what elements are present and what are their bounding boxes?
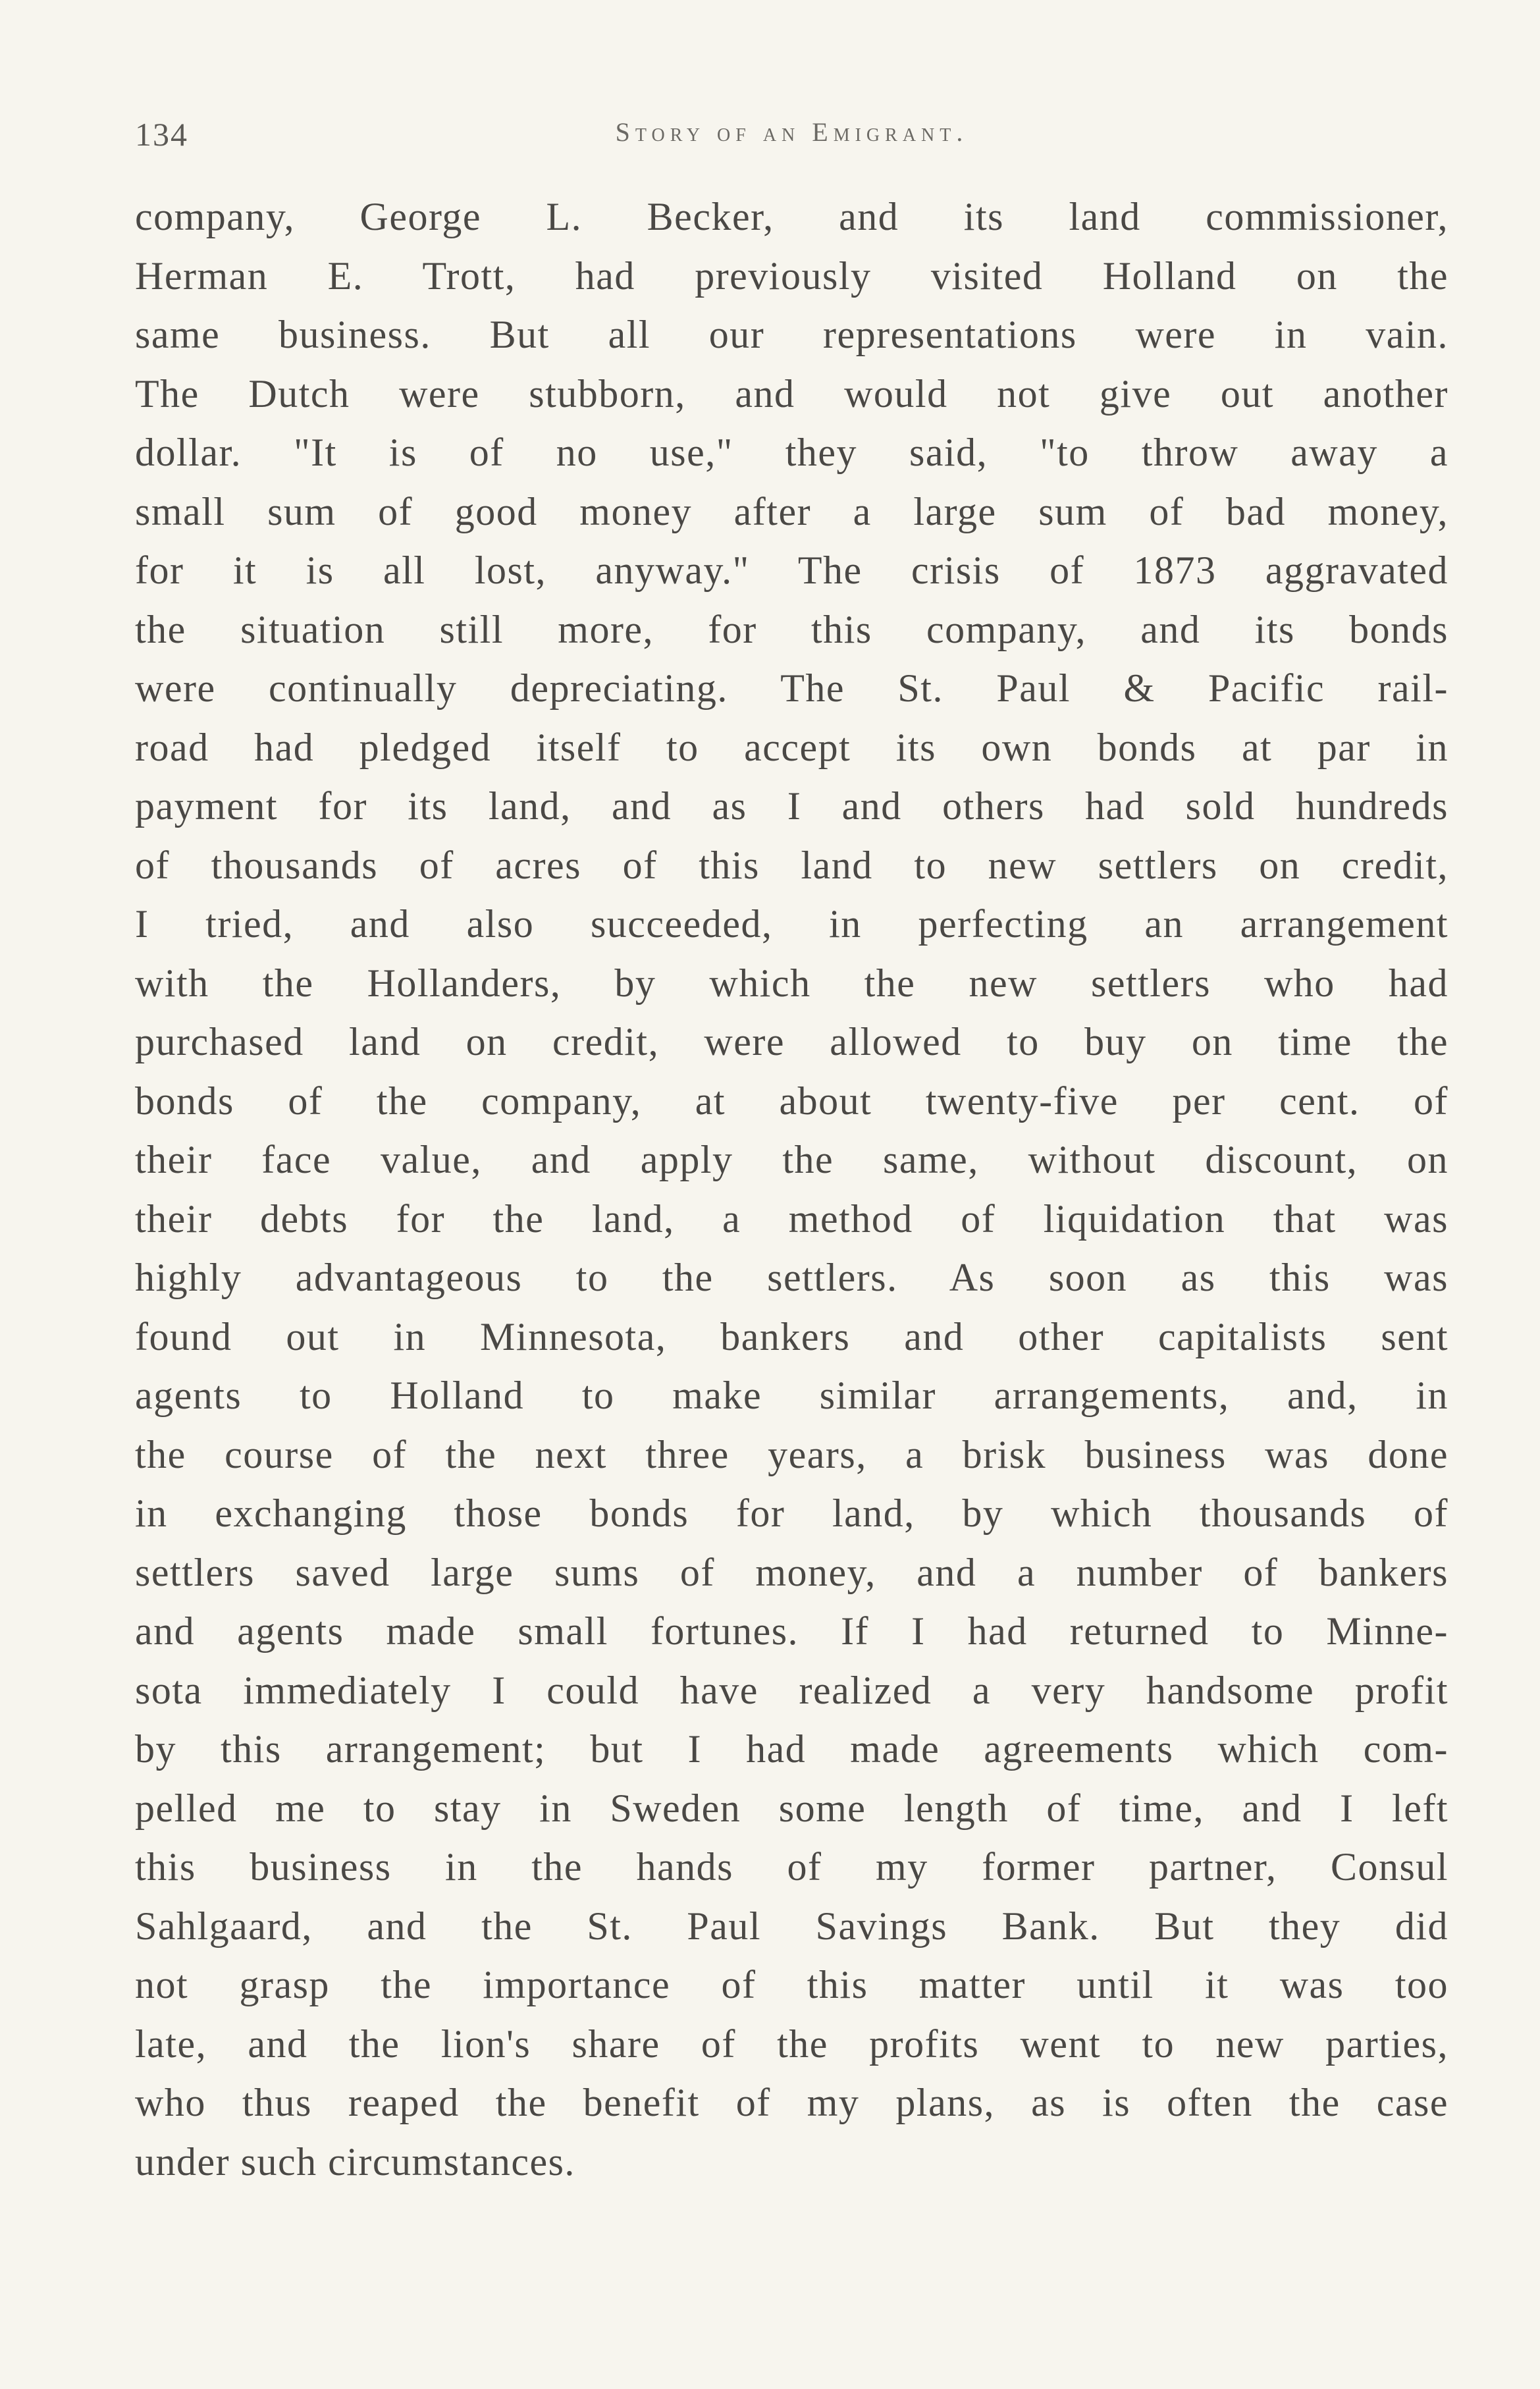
text-line: agents to Holland to make similar arrangements, and, in <box>135 1374 1448 1417</box>
text-line: same business. But all our representations were in vain. <box>135 313 1448 356</box>
text-line: Herman E. Trott, had previously visited Holland on the <box>135 254 1448 298</box>
body-text <box>135 188 1448 2191</box>
text-line: of thousands of acres of this land to new settlers on credit, <box>135 843 1448 887</box>
text-line: not grasp the importance of this matter until it was too <box>135 1963 1448 2006</box>
text-line: the situation still more, for this company, and its bonds <box>135 607 1448 651</box>
text-line: who thus reaped the benefit of my plans, as is often the case <box>135 2081 1448 2124</box>
page-number: 134 <box>135 116 188 153</box>
text-line: I tried, and also succeeded, in perfecting an arrangement <box>135 902 1448 946</box>
text-line: the course of the next three years, a brisk business was done <box>135 1432 1448 1476</box>
text-line: payment for its land, and as I and others had sold hundreds <box>135 784 1448 828</box>
running-head <box>135 115 1448 161</box>
text-line: by this arrangement; but I had made agreements which com- <box>135 1727 1448 1771</box>
text-line: and agents made small fortunes. If I had returned to Minne- <box>135 1609 1448 1653</box>
text-line: Sahlgaard, and the St. Paul Savings Bank. But they did <box>135 1904 1448 1948</box>
text-line: with the Hollanders, by which the new settlers who had <box>135 961 1448 1005</box>
text-line: company, George L. Becker, and its land commissioner, <box>135 195 1448 238</box>
running-title: Story of an Emigrant. <box>615 117 969 147</box>
text-line: purchased land on credit, were allowed to buy on time the <box>135 1020 1448 1063</box>
text-line: their face value, and apply the same, without discount, on <box>135 1138 1448 1181</box>
text-line: road had pledged itself to accept its own bonds at par in <box>135 725 1448 769</box>
text-line: this business in the hands of my former partner, Consul <box>135 1845 1448 1889</box>
text-line: bonds of the company, at about twenty-five per cent. of <box>135 1079 1448 1123</box>
text-line: in exchanging those bonds for land, by which thousands of <box>135 1491 1448 1535</box>
text-line: highly advantageous to the settlers. As soon as this was <box>135 1256 1448 1299</box>
text-line: dollar. "It is of no use," they said, "to throw away a <box>135 431 1448 474</box>
text-line: sota immediately I could have realized a very handsome profit <box>135 1668 1448 1712</box>
text-line: late, and the lion's share of the profits went to new parties, <box>135 2022 1448 2066</box>
text-line: found out in Minnesota, bankers and other capitalists sent <box>135 1314 1448 1358</box>
text-line: for it is all lost, anyway." The crisis of 1873 aggravated <box>135 549 1448 592</box>
text-line: pelled me to stay in Sweden some length of time, and I left <box>135 1786 1448 1830</box>
text-line: their debts for the land, a method of liquidation that was <box>135 1196 1448 1241</box>
text-line: were continually depreciating. The St. Paul & Pacific rail- <box>135 666 1448 710</box>
text-line: The Dutch were stubborn, and would not give out another <box>135 371 1448 416</box>
text-line: small sum of good money after a large sum of bad money, <box>135 489 1448 533</box>
text-line: under such circumstances. <box>135 2139 575 2184</box>
text-line: settlers saved large sums of money, and a number of bankers <box>135 1550 1448 1594</box>
